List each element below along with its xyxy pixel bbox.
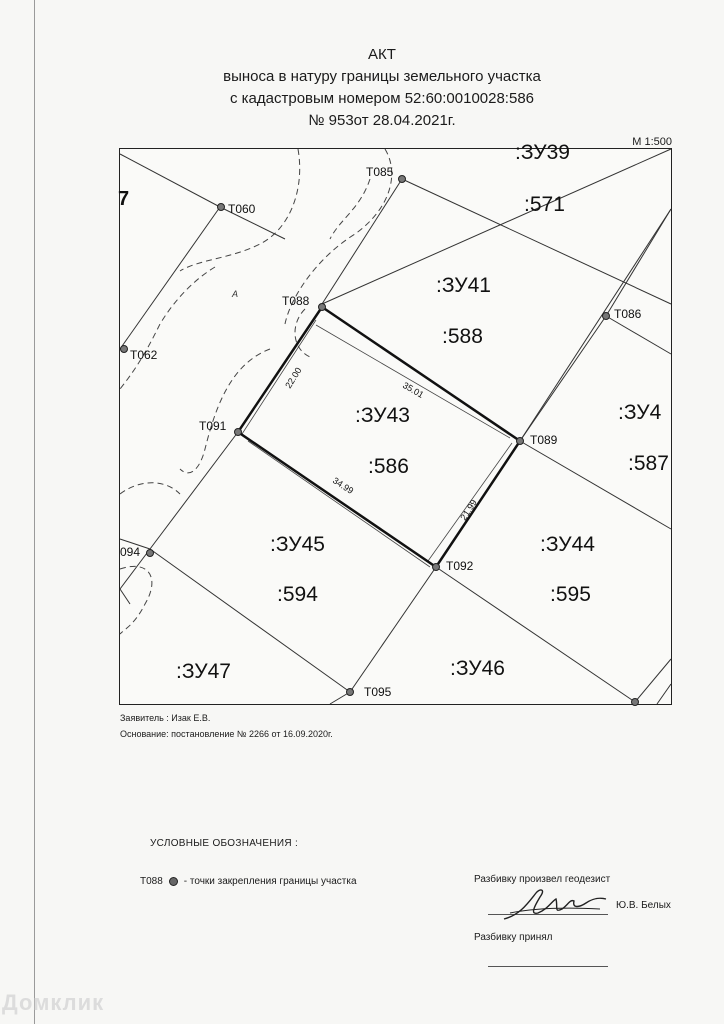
point-label-t060: Т060 [228,202,256,216]
surveyor-label: Разбивку произвел геодезист [474,874,611,885]
map-scale: М 1:500 [632,136,672,148]
boundary-points [121,176,639,706]
zone-boundaries [120,149,392,634]
point-label-t095: Т095 [364,685,392,699]
dimension-bottom: 34.99 [330,475,356,496]
point-marker-t091 [235,429,242,436]
parcel-cad-587: :587 [628,452,669,475]
point-marker-t092 [433,564,440,571]
legend-row [140,876,357,887]
dimension-top: 35.01 [401,380,426,400]
parcel-name-zu44: :ЗУ44 [540,533,595,556]
zone-letter: А [232,289,239,299]
parcel-name-zu46: :ЗУ46 [450,657,505,680]
parcel-name-zu41: :ЗУ41 [436,274,491,297]
legend-point-code: Т088 [140,876,163,887]
title-line-3: с кадастровым номером 52:60:0010028:586 [229,90,535,107]
accepted-label: Разбивку принял [474,932,553,943]
parcel-cad-595: :595 [550,583,591,606]
corner-mark: 7 [118,188,130,210]
point-label-t085: Т085 [366,165,394,179]
parcel-name-zu47: :ЗУ47 [176,660,231,683]
dimension-lines [242,320,512,567]
surveyor-name: Ю.В. Белых [616,900,671,911]
parcel-cad-586: :586 [368,455,409,478]
parcel-name-zu45: :ЗУ45 [270,533,325,556]
parcel-name-zu39: :ЗУ39 [515,141,570,164]
parcel-name-zu4: :ЗУ4 [618,401,662,424]
surveyor-signature [500,885,610,923]
watermark: Домклик [2,990,105,1015]
dimension-left: 22.00 [283,365,304,391]
point-label-t092: Т092 [446,559,474,573]
boundary-point-icon [169,877,178,886]
point-label-t094: 094 [120,545,141,559]
title-line-2: выноса в натуру границы земельного участка [223,68,541,85]
point-marker-t094 [147,550,154,557]
parcel-name-zu43: :ЗУ43 [355,404,410,427]
point-label-t062: Т062 [130,348,158,362]
applicant-line: Заявитель : Изак Е.В. [120,713,211,723]
page-edge [34,0,35,1024]
point-marker-t060 [218,204,225,211]
parcel-cad-571: :571 [524,193,565,216]
point-marker-t086 [603,313,610,320]
title-line-1: АКТ [368,46,396,63]
title-line-4: № 953от 28.04.2021г. [308,112,456,129]
accepted-signature-line [488,966,608,967]
point-marker-t095 [347,689,354,696]
legend-title: УСЛОВНЫЕ ОБОЗНАЧЕНИЯ : [150,838,299,849]
point-marker-t088 [319,304,326,311]
point-label-t086: Т086 [614,307,642,321]
point-marker-t089 [517,438,524,445]
parcel-cad-588: :588 [442,325,483,348]
parcel-cad-594: :594 [277,583,318,606]
basis-line: Основание: постановление № 2266 от 16.09.2020г. [120,729,333,739]
point-marker-t085 [399,176,406,183]
legend-point-desc: - точки закрепления границы участка [183,876,357,887]
document-title [0,44,724,132]
point-label-t089: Т089 [530,433,558,447]
point-label-t091: Т091 [199,419,227,433]
point-marker-corner [632,699,639,706]
dimension-right: 21.99 [458,497,479,523]
point-label-t088: Т088 [282,294,310,308]
point-marker-t062 [121,346,128,353]
